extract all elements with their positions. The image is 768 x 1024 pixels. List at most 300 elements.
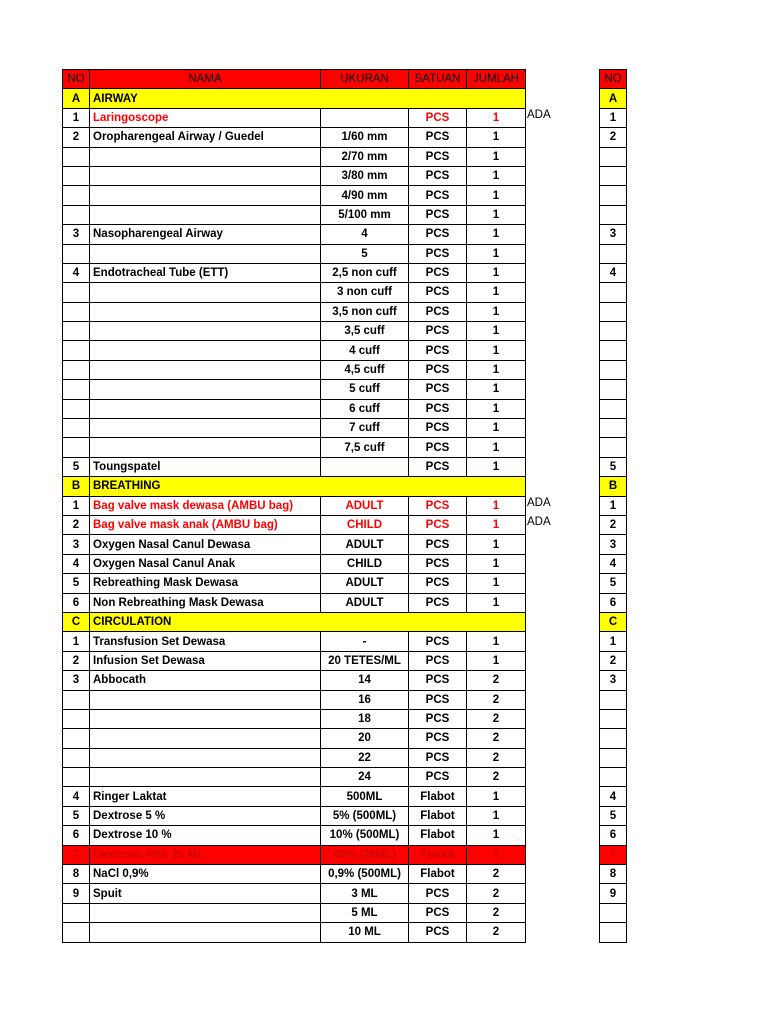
- row-satuan: PCS: [409, 302, 467, 321]
- side-row-no: 5: [600, 806, 627, 825]
- row-jumlah: 1: [467, 263, 526, 282]
- row-no: [63, 186, 90, 205]
- table-row: [63, 186, 526, 205]
- row-no: [63, 923, 90, 942]
- row-no: [63, 419, 90, 438]
- side-row: [600, 186, 627, 205]
- row-no: 1: [63, 496, 90, 515]
- side-row: [600, 884, 627, 903]
- row-nama: NaCl 0,9%: [90, 865, 321, 884]
- row-satuan: PCS: [409, 399, 467, 418]
- table-row: [63, 554, 526, 573]
- row-satuan: PCS: [409, 923, 467, 942]
- side-row-no: [600, 166, 627, 185]
- row-ukuran: 5% (500ML): [321, 806, 409, 825]
- row-ukuran: 4: [321, 225, 409, 244]
- row-jumlah: 1: [467, 496, 526, 515]
- table-row: [63, 593, 526, 612]
- row-nama: Nasopharengeal Airway: [90, 225, 321, 244]
- row-jumlah: 1: [467, 147, 526, 166]
- row-nama: Dextrose 40% 25 ML: [90, 845, 321, 864]
- side-row-no: [600, 341, 627, 360]
- row-no: [63, 438, 90, 457]
- side-row-no: 9: [600, 884, 627, 903]
- side-row: [600, 283, 627, 302]
- side-section-row: [600, 612, 627, 631]
- side-row-no: [600, 923, 627, 942]
- row-jumlah: 2: [467, 903, 526, 922]
- table-row: [63, 651, 526, 670]
- side-row: [600, 865, 627, 884]
- table-row: [63, 632, 526, 651]
- row-jumlah: 1: [467, 787, 526, 806]
- row-satuan: PCS: [409, 671, 467, 690]
- side-section-letter: B: [600, 477, 627, 496]
- side-row-no: [600, 399, 627, 418]
- table-row: [63, 865, 526, 884]
- row-jumlah: 1: [467, 283, 526, 302]
- row-ukuran: 24: [321, 768, 409, 787]
- side-row-no: 6: [600, 826, 627, 845]
- row-jumlah: 1: [467, 515, 526, 534]
- row-satuan: PCS: [409, 166, 467, 185]
- side-row-no: 3: [600, 225, 627, 244]
- table-row: [63, 322, 526, 341]
- side-row-no: 4: [600, 554, 627, 573]
- side-row: [600, 787, 627, 806]
- side-row-no: [600, 768, 627, 787]
- side-row-no: 2: [600, 128, 627, 147]
- row-nama: Bag valve mask anak (AMBU bag): [90, 515, 321, 534]
- row-ukuran: 4 cuff: [321, 341, 409, 360]
- row-no: 3: [63, 671, 90, 690]
- row-jumlah: 1: [467, 341, 526, 360]
- table-row: [63, 128, 526, 147]
- side-row: [600, 166, 627, 185]
- row-no: 2: [63, 651, 90, 670]
- row-jumlah: 2: [467, 923, 526, 942]
- row-no: [63, 690, 90, 709]
- side-row-no: 8: [600, 865, 627, 884]
- row-no: [63, 709, 90, 728]
- row-nama: [90, 923, 321, 942]
- row-no: 5: [63, 806, 90, 825]
- row-ukuran: 4/90 mm: [321, 186, 409, 205]
- table-row: [63, 826, 526, 845]
- table-row: [63, 225, 526, 244]
- side-row: [600, 593, 627, 612]
- row-satuan: PCS: [409, 496, 467, 515]
- side-row-no: 2: [600, 515, 627, 534]
- row-nama: Oropharengeal Airway / Guedel: [90, 128, 321, 147]
- row-nama: [90, 302, 321, 321]
- row-no: 3: [63, 535, 90, 554]
- row-nama: [90, 283, 321, 302]
- row-nama: [90, 729, 321, 748]
- table-row: [63, 166, 526, 185]
- row-satuan: PCS: [409, 884, 467, 903]
- table-row: [63, 923, 526, 942]
- row-nama: [90, 690, 321, 709]
- side-row-no: [600, 205, 627, 224]
- row-ukuran: 3/80 mm: [321, 166, 409, 185]
- row-jumlah: 1: [467, 632, 526, 651]
- table-row: [63, 845, 526, 864]
- row-nama: [90, 438, 321, 457]
- table-row: [63, 574, 526, 593]
- row-no: [63, 205, 90, 224]
- row-nama: [90, 380, 321, 399]
- row-ukuran: 16: [321, 690, 409, 709]
- row-nama: [90, 399, 321, 418]
- row-jumlah: 1: [467, 128, 526, 147]
- row-ukuran: 2,5 non cuff: [321, 263, 409, 282]
- row-no: [63, 748, 90, 767]
- table-row: [63, 535, 526, 554]
- row-no: 1: [63, 108, 90, 127]
- row-jumlah: 2: [467, 709, 526, 728]
- side-row: [600, 205, 627, 224]
- side-row-no: [600, 903, 627, 922]
- row-satuan: PCS: [409, 632, 467, 651]
- side-row: [600, 768, 627, 787]
- row-jumlah: 1: [467, 826, 526, 845]
- side-table: [599, 69, 627, 943]
- side-row-no: [600, 729, 627, 748]
- table-row: [63, 438, 526, 457]
- row-satuan: Flabot: [409, 865, 467, 884]
- table-row: [63, 360, 526, 379]
- row-nama: [90, 205, 321, 224]
- table-row: [63, 244, 526, 263]
- side-row-no: [600, 283, 627, 302]
- row-no: 2: [63, 128, 90, 147]
- row-ukuran: [321, 108, 409, 127]
- section-row: [63, 612, 526, 631]
- row-nama: [90, 360, 321, 379]
- row-ukuran: ADULT: [321, 593, 409, 612]
- row-satuan: Flabot: [409, 845, 467, 864]
- row-no: 4: [63, 263, 90, 282]
- side-row-no: 1: [600, 108, 627, 127]
- row-ukuran: ADULT: [321, 574, 409, 593]
- side-row: [600, 108, 627, 127]
- row-jumlah: 1: [467, 380, 526, 399]
- row-nama: Ringer Laktat: [90, 787, 321, 806]
- section-row: [63, 89, 526, 108]
- table-row: [63, 399, 526, 418]
- header-jumlah: JUMLAH: [467, 70, 526, 89]
- row-no: [63, 283, 90, 302]
- side-row-no: 4: [600, 787, 627, 806]
- row-nama: [90, 186, 321, 205]
- row-nama: Abbocath: [90, 671, 321, 690]
- row-nama: [90, 322, 321, 341]
- row-satuan: PCS: [409, 515, 467, 534]
- table-row: [63, 806, 526, 825]
- row-ukuran: 0,9% (500ML): [321, 865, 409, 884]
- row-no: [63, 322, 90, 341]
- side-row: [600, 147, 627, 166]
- row-no: [63, 903, 90, 922]
- side-row: [600, 419, 627, 438]
- side-row-no: 5: [600, 457, 627, 476]
- side-row-no: 4: [600, 263, 627, 282]
- row-nama: Oxygen Nasal Canul Dewasa: [90, 535, 321, 554]
- side-row: [600, 244, 627, 263]
- row-jumlah: 1: [467, 845, 526, 864]
- row-jumlah: 1: [467, 244, 526, 263]
- row-note: ADA: [527, 108, 551, 121]
- table-row: [63, 341, 526, 360]
- row-ukuran: 14: [321, 671, 409, 690]
- row-satuan: PCS: [409, 186, 467, 205]
- row-nama: Dextrose 10 %: [90, 826, 321, 845]
- row-ukuran: 3,5 cuff: [321, 322, 409, 341]
- row-satuan: PCS: [409, 225, 467, 244]
- row-jumlah: 1: [467, 438, 526, 457]
- row-nama: [90, 244, 321, 263]
- table-row: [63, 496, 526, 515]
- side-row-no: [600, 302, 627, 321]
- side-row: [600, 302, 627, 321]
- table-row: [63, 787, 526, 806]
- row-jumlah: 2: [467, 748, 526, 767]
- side-row-no: 1: [600, 496, 627, 515]
- side-row: [600, 903, 627, 922]
- side-row: [600, 322, 627, 341]
- side-row: [600, 360, 627, 379]
- row-no: 8: [63, 865, 90, 884]
- row-nama: [90, 903, 321, 922]
- row-no: [63, 244, 90, 263]
- side-row: [600, 399, 627, 418]
- row-ukuran: 10% (500ML): [321, 826, 409, 845]
- row-no: 5: [63, 457, 90, 476]
- row-ukuran: 18: [321, 709, 409, 728]
- row-nama: Transfusion Set Dewasa: [90, 632, 321, 651]
- side-row: [600, 923, 627, 942]
- row-jumlah: 1: [467, 806, 526, 825]
- row-nama: [90, 147, 321, 166]
- row-satuan: PCS: [409, 360, 467, 379]
- row-nama: Spuit: [90, 884, 321, 903]
- row-jumlah: 1: [467, 302, 526, 321]
- row-ukuran: 4,5 cuff: [321, 360, 409, 379]
- header-row: [63, 70, 526, 89]
- row-ukuran: 5 ML: [321, 903, 409, 922]
- header-ukuran: UKURAN: [321, 70, 409, 89]
- row-satuan: PCS: [409, 651, 467, 670]
- side-row-no: 1: [600, 632, 627, 651]
- row-jumlah: 2: [467, 884, 526, 903]
- row-nama: [90, 341, 321, 360]
- side-row-no: [600, 186, 627, 205]
- side-row: [600, 574, 627, 593]
- section-letter: A: [63, 89, 90, 108]
- row-jumlah: 2: [467, 768, 526, 787]
- header-satuan: SATUAN: [409, 70, 467, 89]
- side-row: [600, 748, 627, 767]
- row-no: [63, 302, 90, 321]
- row-ukuran: 20: [321, 729, 409, 748]
- side-row: [600, 515, 627, 534]
- row-ukuran: 7,5 cuff: [321, 438, 409, 457]
- row-ukuran: CHILD: [321, 554, 409, 573]
- section-title: AIRWAY: [90, 89, 526, 108]
- side-row: [600, 671, 627, 690]
- side-row-no: [600, 147, 627, 166]
- side-row-no: [600, 322, 627, 341]
- section-letter: C: [63, 612, 90, 631]
- side-row: [600, 632, 627, 651]
- row-satuan: PCS: [409, 438, 467, 457]
- row-satuan: PCS: [409, 457, 467, 476]
- row-ukuran: 6 cuff: [321, 399, 409, 418]
- row-nama: [90, 166, 321, 185]
- row-ukuran: ADULT: [321, 535, 409, 554]
- row-nama: [90, 419, 321, 438]
- table-row: [63, 263, 526, 282]
- row-jumlah: 1: [467, 108, 526, 127]
- row-note: ADA: [527, 516, 551, 529]
- row-ukuran: 1/60 mm: [321, 128, 409, 147]
- row-jumlah: 1: [467, 457, 526, 476]
- side-row-no: [600, 690, 627, 709]
- table-row: [63, 283, 526, 302]
- table-row: [63, 419, 526, 438]
- side-row: [600, 651, 627, 670]
- row-nama: Non Rebreathing Mask Dewasa: [90, 593, 321, 612]
- row-satuan: Flabot: [409, 826, 467, 845]
- row-satuan: PCS: [409, 205, 467, 224]
- row-no: [63, 166, 90, 185]
- row-jumlah: 1: [467, 593, 526, 612]
- table-row: [63, 748, 526, 767]
- row-satuan: PCS: [409, 128, 467, 147]
- row-nama: Rebreathing Mask Dewasa: [90, 574, 321, 593]
- row-no: [63, 399, 90, 418]
- row-satuan: PCS: [409, 709, 467, 728]
- table-row: [63, 768, 526, 787]
- table-row: [63, 690, 526, 709]
- row-no: 6: [63, 593, 90, 612]
- row-note: ADA: [527, 496, 551, 509]
- side-row-no: 3: [600, 671, 627, 690]
- row-nama: Bag valve mask dewasa (AMBU bag): [90, 496, 321, 515]
- row-satuan: PCS: [409, 108, 467, 127]
- row-ukuran: 3 non cuff: [321, 283, 409, 302]
- row-nama: Laringoscope: [90, 108, 321, 127]
- table-row: [63, 729, 526, 748]
- row-nama: Oxygen Nasal Canul Anak: [90, 554, 321, 573]
- row-satuan: Flabot: [409, 806, 467, 825]
- row-jumlah: 1: [467, 322, 526, 341]
- row-jumlah: 2: [467, 690, 526, 709]
- side-row: [600, 341, 627, 360]
- side-section-row: [600, 89, 627, 108]
- row-jumlah: 1: [467, 225, 526, 244]
- row-no: [63, 729, 90, 748]
- table-row: [63, 147, 526, 166]
- side-row-no: 3: [600, 535, 627, 554]
- side-section-row: [600, 477, 627, 496]
- row-no: [63, 147, 90, 166]
- row-no: [63, 341, 90, 360]
- header-nama: NAMA: [90, 70, 321, 89]
- row-ukuran: 2/70 mm: [321, 147, 409, 166]
- row-nama: Dextrose 5 %: [90, 806, 321, 825]
- side-row-no: [600, 360, 627, 379]
- side-row: [600, 535, 627, 554]
- section-row: [63, 477, 526, 496]
- row-no: 3: [63, 225, 90, 244]
- row-no: 7: [63, 845, 90, 864]
- row-jumlah: 2: [467, 671, 526, 690]
- side-row-no: 5: [600, 574, 627, 593]
- row-no: 6: [63, 826, 90, 845]
- row-nama: Infusion Set Dewasa: [90, 651, 321, 670]
- side-row: [600, 457, 627, 476]
- row-jumlah: 1: [467, 651, 526, 670]
- row-satuan: PCS: [409, 535, 467, 554]
- row-satuan: PCS: [409, 748, 467, 767]
- row-jumlah: 1: [467, 535, 526, 554]
- row-jumlah: 1: [467, 554, 526, 573]
- side-row-no: [600, 709, 627, 728]
- row-satuan: PCS: [409, 147, 467, 166]
- row-satuan: PCS: [409, 263, 467, 282]
- row-no: 1: [63, 632, 90, 651]
- row-ukuran: 5 cuff: [321, 380, 409, 399]
- table-row: [63, 108, 526, 127]
- row-ukuran: 5: [321, 244, 409, 263]
- side-row-no: [600, 244, 627, 263]
- side-header-row: [600, 70, 627, 89]
- row-satuan: PCS: [409, 244, 467, 263]
- row-nama: Toungspatel: [90, 457, 321, 476]
- row-nama: [90, 748, 321, 767]
- row-satuan: PCS: [409, 729, 467, 748]
- row-satuan: PCS: [409, 690, 467, 709]
- table-row: [63, 903, 526, 922]
- row-ukuran: 500ML: [321, 787, 409, 806]
- row-ukuran: CHILD: [321, 515, 409, 534]
- row-jumlah: 1: [467, 186, 526, 205]
- row-no: [63, 360, 90, 379]
- row-satuan: PCS: [409, 768, 467, 787]
- row-satuan: PCS: [409, 380, 467, 399]
- row-nama: [90, 768, 321, 787]
- header-no: NO: [63, 70, 90, 89]
- row-ukuran: -: [321, 632, 409, 651]
- table-row: [63, 671, 526, 690]
- row-no: [63, 380, 90, 399]
- side-row: [600, 380, 627, 399]
- side-row: [600, 826, 627, 845]
- row-jumlah: 1: [467, 399, 526, 418]
- row-ukuran: [321, 457, 409, 476]
- side-row-no: [600, 419, 627, 438]
- side-row: [600, 845, 627, 864]
- side-section-letter: A: [600, 89, 627, 108]
- side-row: [600, 128, 627, 147]
- side-row: [600, 225, 627, 244]
- row-no: 4: [63, 554, 90, 573]
- row-no: 9: [63, 884, 90, 903]
- side-row-no: 2: [600, 651, 627, 670]
- table-row: [63, 205, 526, 224]
